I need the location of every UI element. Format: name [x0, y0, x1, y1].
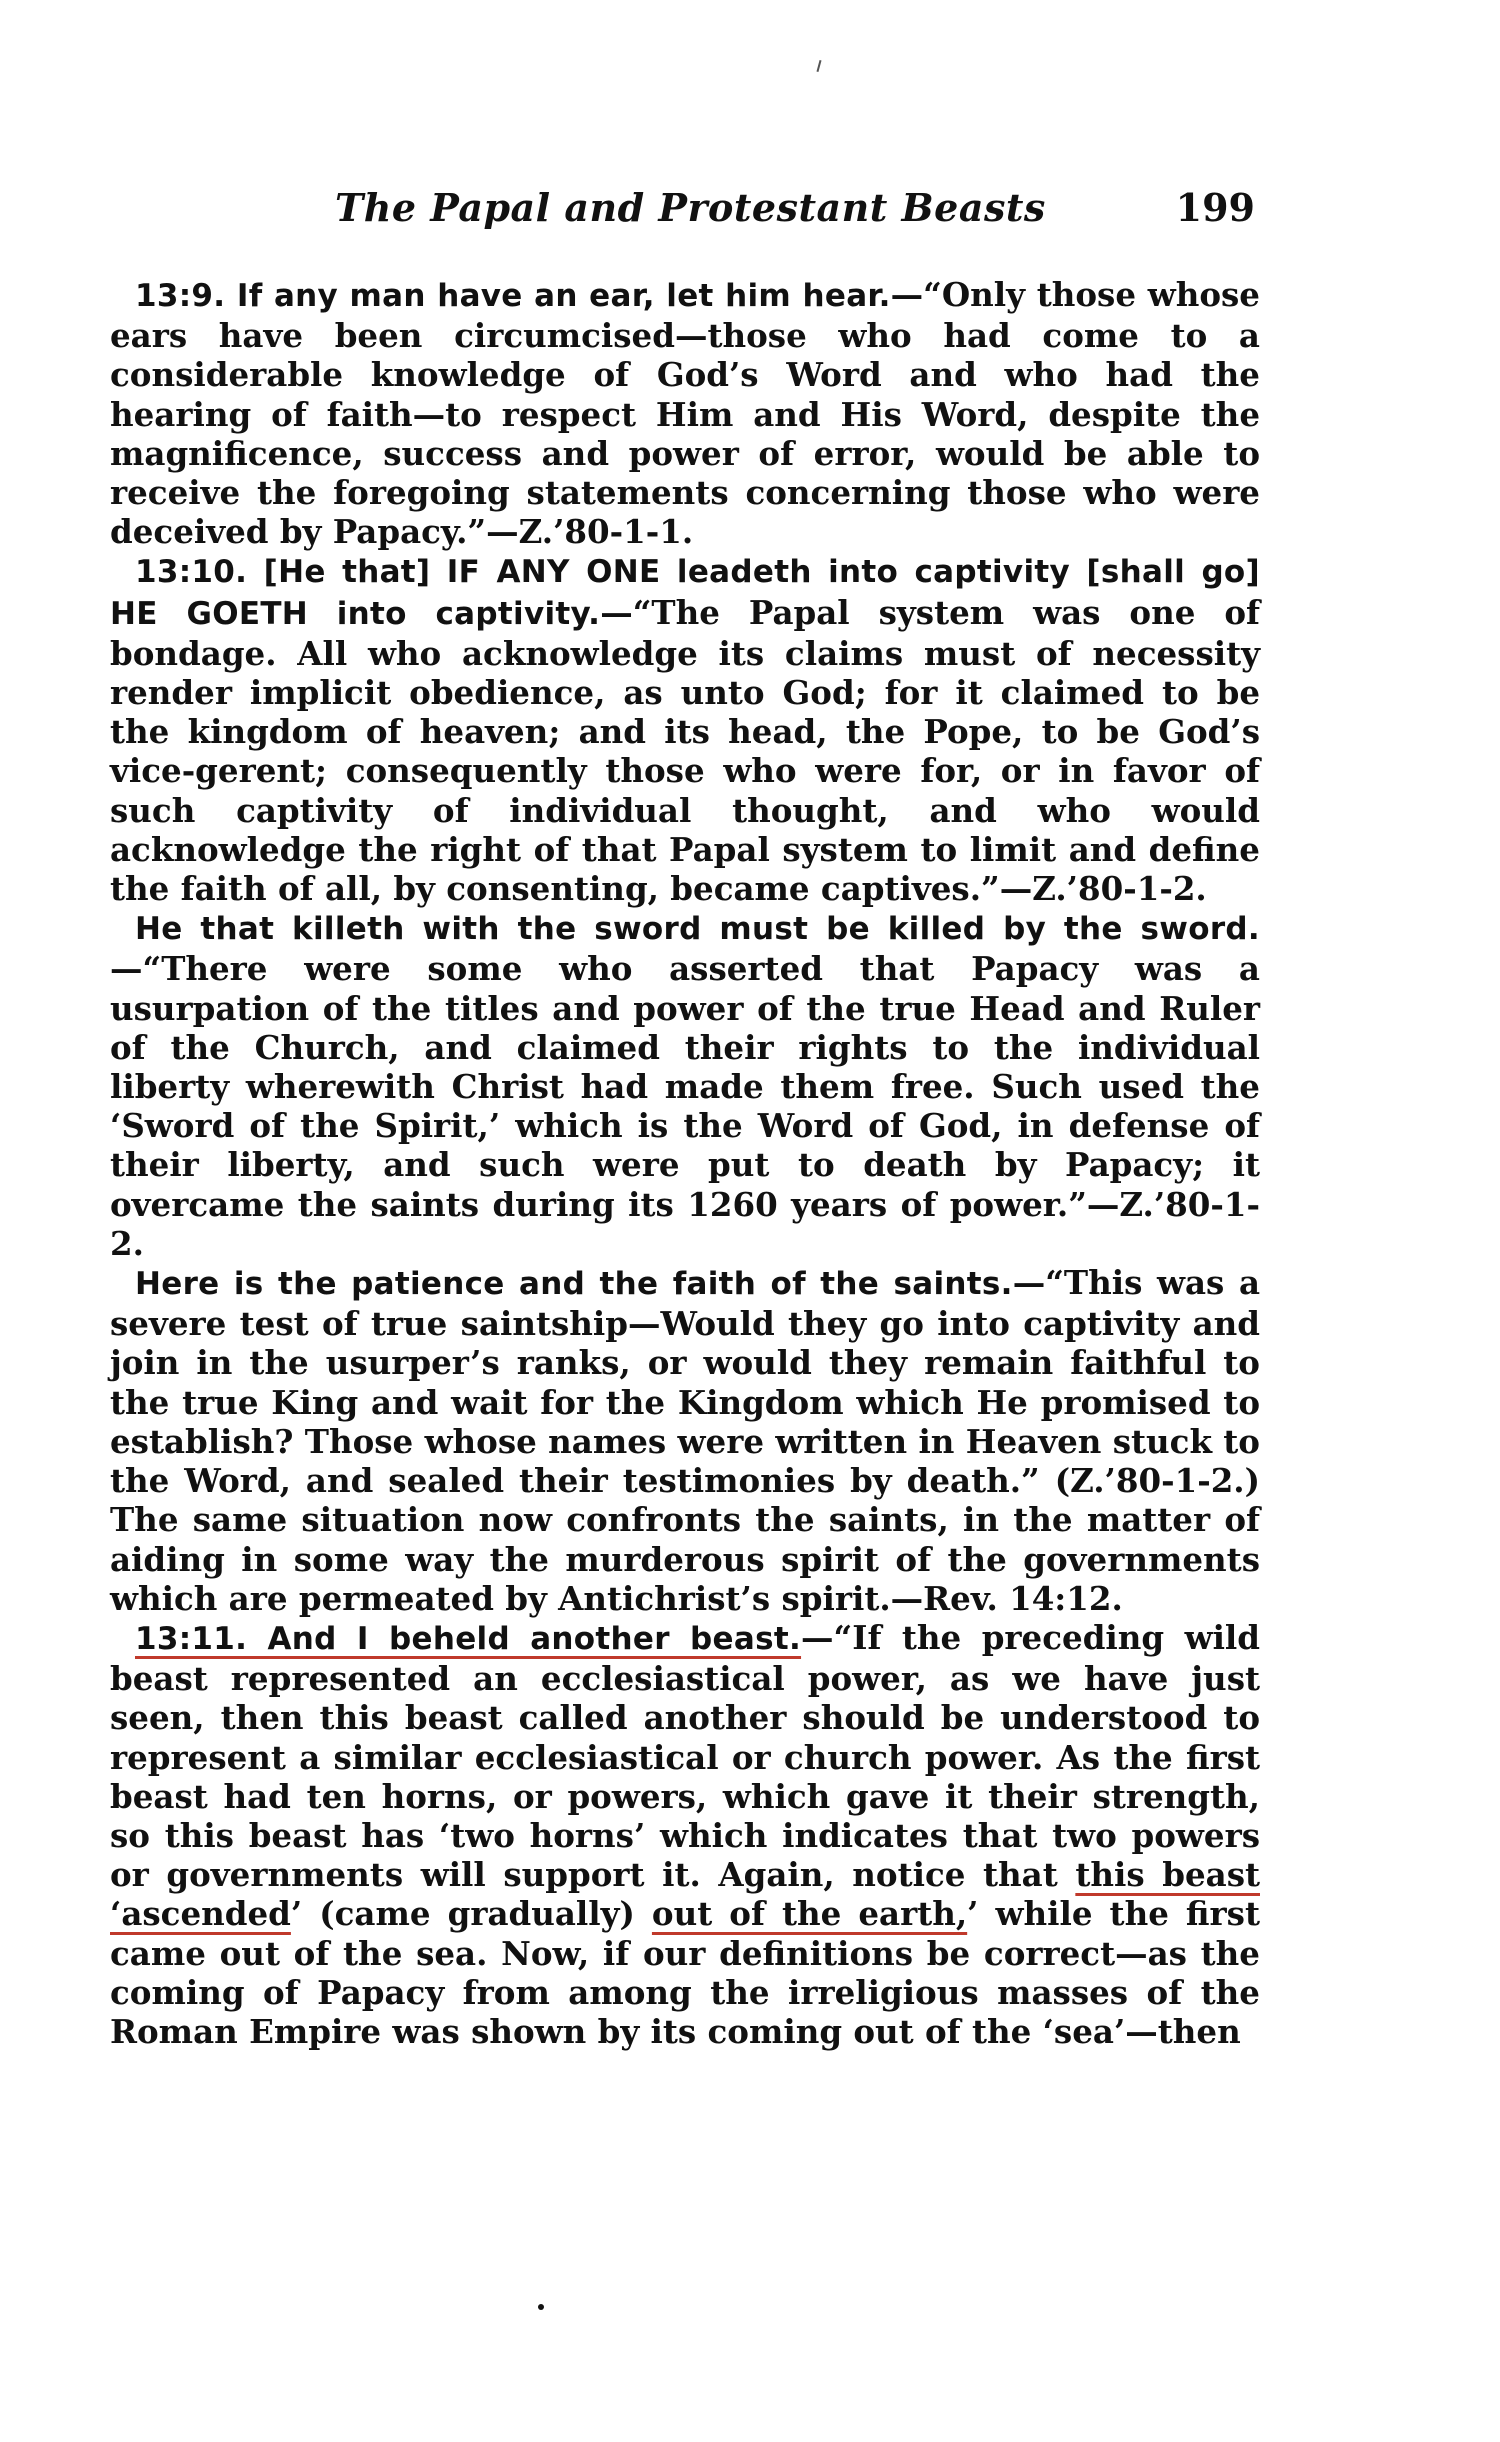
commentary-text: —“The Papal system was one of bondage. All who acknowledge its claims must of necessity render implicit obedience, as unto God; for it claimed to be the kingdom of heaven; and its head, the Pope, to be God’s vice-gerent; consequently those who were for, or in favor of such captivity of individual thought, and who would acknowledge the right of that Papal system to limit and define the faith of all, by consenting, became captives.”—Z.’80-1-2. [110, 592, 1260, 909]
commentary-text: —“There were some who asserted that Papacy was a usurpation of the titles and power of the true Head and Ruler of the Church, and claimed their rights to the individual liberty wherewith Christ had made them free. Such used the ‘Sword of the Spirit,’ which is the Word of God, in defense of their liberty, and such were put to death by Papacy; it overcame the saints during its 1260 years of power.”—Z.’80-1-2. [110, 949, 1260, 1263]
underlined-phrase: out of the earth, [651, 1894, 968, 1934]
commentary-text: ’ while the first came out of the sea. Now, if our definitions be correct—as the coming of Papacy from among the irreligious masses of the Roman Empire was shown by its coming out of the ‘sea’—then [110, 1894, 1260, 2051]
scan-speck [816, 60, 821, 72]
underlined-phrase: this beast ‘ascended [110, 1855, 1260, 1934]
paragraph-13-9 [110, 275, 1260, 551]
commentary-text: ’ (came gradually) [290, 1894, 652, 1934]
running-title: The Papal and Protestant Beasts [335, 185, 1046, 230]
commentary-text: —“Only those whose ears have been circumcised—those who had come to a considerable knowledge of God’s Word and who had the hearing of faith—to respect Him and His Word, despite the magnificence, success and power of error, would be able to receive the foregoing statements concerning those who were deceived by Papacy.”—Z.’80-1-1. [110, 275, 1260, 552]
paragraph-13-11 [110, 1618, 1260, 2051]
verse-lead: 13:9. If any man have an ear, let him hear. [135, 278, 891, 314]
commentary-text: —“This was a severe test of true saintship—Would they go into captivity and join in the usurper’s ranks, or would they remain faithful to the true King and wait for the Kingdom which He promised to establish? Those whose names were written in Heaven stuck to the Word, and sealed their testimonies by death.” (Z.’80-1-2.) The same situation now confronts the saints, in the matter of aiding in some way the murderous spirit of the governments which are permeated by Antichrist’s spirit.—Rev. 14:12. [110, 1263, 1260, 1618]
verse-lead: 13:10. [He that] IF ANY ONE leadeth into captivity [shall go] HE GOETH into captivity. [110, 554, 1260, 632]
paragraph-sword [110, 908, 1260, 1263]
body-text [110, 275, 1260, 2051]
verse-lead: He that killeth with the sword must be killed by the sword. [135, 911, 1260, 948]
paragraph-patience [110, 1263, 1260, 1618]
commentary-text: —“If the preceding wild beast represented an ecclesiastical power, as we have just seen, then this beast called another should be understood to represent a similar ecclesiastical or church power. As the first beast had ten horns, or powers, which gave it their strength, so this beast has ‘two horns’ which indicates that two powers or governments will support it. Again, notice that [110, 1617, 1261, 1895]
verse-lead-underlined: 13:11. And I beheld another beast. [135, 1620, 802, 1657]
paragraph-13-10 [110, 551, 1260, 908]
verse-lead: Here is the patience and the faith of the saints. [135, 1266, 1013, 1303]
page-header [335, 185, 1255, 235]
footer-dot [538, 2304, 544, 2310]
page-number: 199 [1175, 185, 1255, 230]
